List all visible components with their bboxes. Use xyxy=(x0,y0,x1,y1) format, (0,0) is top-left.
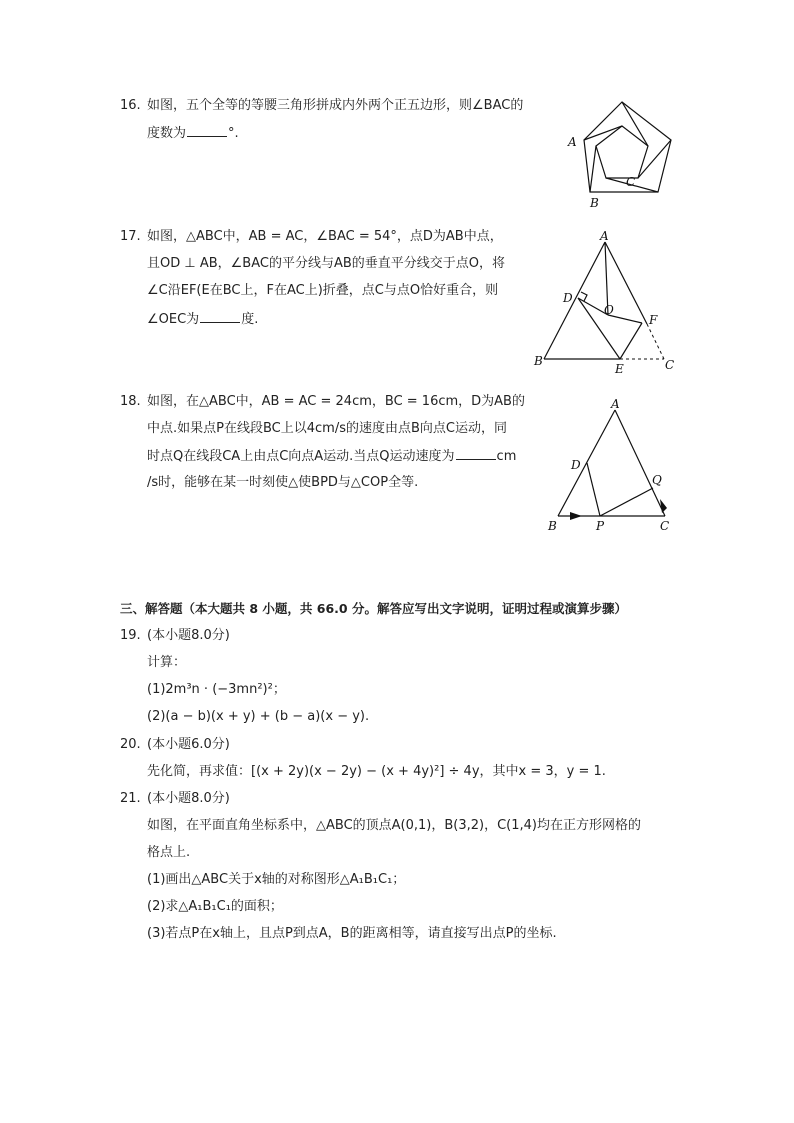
q17-label-C: C xyxy=(665,358,675,372)
q18-label-Q: Q xyxy=(652,473,662,487)
q16-pentagon-figure xyxy=(562,96,682,212)
arrow-B-to-P xyxy=(570,512,582,520)
q18-text-line4: /s时，能够在某一时刻使△使BPD与△COP全等. xyxy=(147,475,419,490)
q17-text-line4b: 度. xyxy=(241,312,259,327)
q21-text-line2: 格点上. xyxy=(147,845,191,860)
q16-text-line2b: °. xyxy=(228,126,239,141)
q19-score: (本小题8.0分) xyxy=(147,628,230,643)
q16-text-line1: 如图，五个全等的等腰三角形拼成内外两个正五边形，则∠BAC的 xyxy=(147,98,524,113)
q18-label-B: B xyxy=(548,519,557,533)
segment-PQ xyxy=(600,488,653,516)
fold-line-1 xyxy=(622,102,648,146)
q17-triangle-figure xyxy=(530,228,680,378)
q17-label-D: D xyxy=(563,291,573,305)
q17-text-line3: ∠C沿EF(E在BC上，F在AC上)折叠，点C与点O恰好重合，则 xyxy=(147,283,499,298)
q19-part1: (1)2m³n · (−3mn²)²； xyxy=(147,682,286,697)
q17-text-line1: 如图，△ABC中，AB = AC，∠BAC = 54°，点D为AB中点， xyxy=(147,229,503,244)
q20-text: 先化简，再求值：[(x + 2y)(x − 2y) − (x + 4y)²] ÷ 4y，其中x = 3，y = 1. xyxy=(147,764,606,779)
q21-text-line1: 如图，在平面直角坐标系中，△ABC的顶点A(0,1)，B(3,2)，C(1,4)均在正方形网格的 xyxy=(147,818,642,833)
q18-text-line3a: 时点Q在线段CA上由点C向点A运动.当点Q运动速度为 xyxy=(147,449,455,464)
segment-DP xyxy=(587,463,600,516)
q16-answer-blank xyxy=(187,124,227,137)
q17-label-B: B xyxy=(534,354,543,368)
q18-triangle-figure xyxy=(540,398,680,538)
fold-line-4 xyxy=(590,146,596,192)
side-AB xyxy=(558,410,615,516)
q18-text-line2: 中点.如果点P在线段BC上以4cm/s的速度由点B向点C运动，同 xyxy=(147,421,507,436)
q19-number: 19. xyxy=(120,628,141,643)
side-AC xyxy=(615,410,665,516)
q18-text-line1: 如图，在△ABC中，AB = AC = 24cm，BC = 16cm，D为AB的 xyxy=(147,394,525,409)
q21-number: 21. xyxy=(120,791,141,806)
q16-label-B: B xyxy=(590,196,599,210)
q16-number: 16. xyxy=(120,98,141,113)
q17-text-line4a: ∠OEC为 xyxy=(147,312,200,327)
side-AB xyxy=(544,242,605,359)
q21-score: (本小题8.0分) xyxy=(147,791,230,806)
q18-text-line3b: cm xyxy=(496,449,517,464)
q21-part1: (1)画出△ABC关于x轴的对称图形△A₁B₁C₁； xyxy=(147,872,406,887)
q18-text-line3 xyxy=(147,447,516,466)
q18-answer-blank xyxy=(456,447,496,460)
dashed-FC xyxy=(647,324,664,359)
q18-number: 18. xyxy=(120,394,141,409)
q21-part2: (2)求△A₁B₁C₁的面积； xyxy=(147,899,283,914)
q17-text-line4 xyxy=(147,310,258,329)
q20-score: (本小题6.0分) xyxy=(147,737,230,752)
q17-label-F: F xyxy=(649,313,658,327)
q18-label-D: D xyxy=(571,458,581,472)
q17-label-A: A xyxy=(600,229,609,243)
q18-label-P: P xyxy=(596,519,605,533)
q19-part2: (2)(a − b)(x + y) + (b − a)(x − y). xyxy=(147,709,370,724)
q17-label-O: O xyxy=(604,303,614,317)
q18-label-C: C xyxy=(660,519,670,533)
q20-number: 20. xyxy=(120,737,141,752)
q17-text-line2: 且OD ⊥ AB，∠BAC的平分线与AB的垂直平分线交于点O，将 xyxy=(147,256,506,271)
q17-number: 17. xyxy=(120,229,141,244)
q18-label-A: A xyxy=(611,398,620,411)
q16-label-C: C xyxy=(626,175,636,189)
q16-text-line2 xyxy=(147,124,239,143)
section-3-heading: 三、解答题（本大题共 8 小题，共 66.0 分。解答应写出文字说明，证明过程或演算步骤） xyxy=(120,601,627,616)
q17-answer-blank xyxy=(200,310,240,323)
q16-label-A: A xyxy=(568,135,577,149)
fold-EF xyxy=(620,323,642,359)
q17-label-E: E xyxy=(615,362,624,376)
q16-text-line2a: 度数为 xyxy=(147,126,187,141)
q21-part3: (3)若点P在x轴上，且点P到点A，B的距离相等，请直接写出点P的坐标. xyxy=(147,926,557,941)
arrow-C-to-Q xyxy=(660,499,667,513)
fold-line-5 xyxy=(584,126,622,140)
q19-intro: 计算： xyxy=(147,655,187,670)
